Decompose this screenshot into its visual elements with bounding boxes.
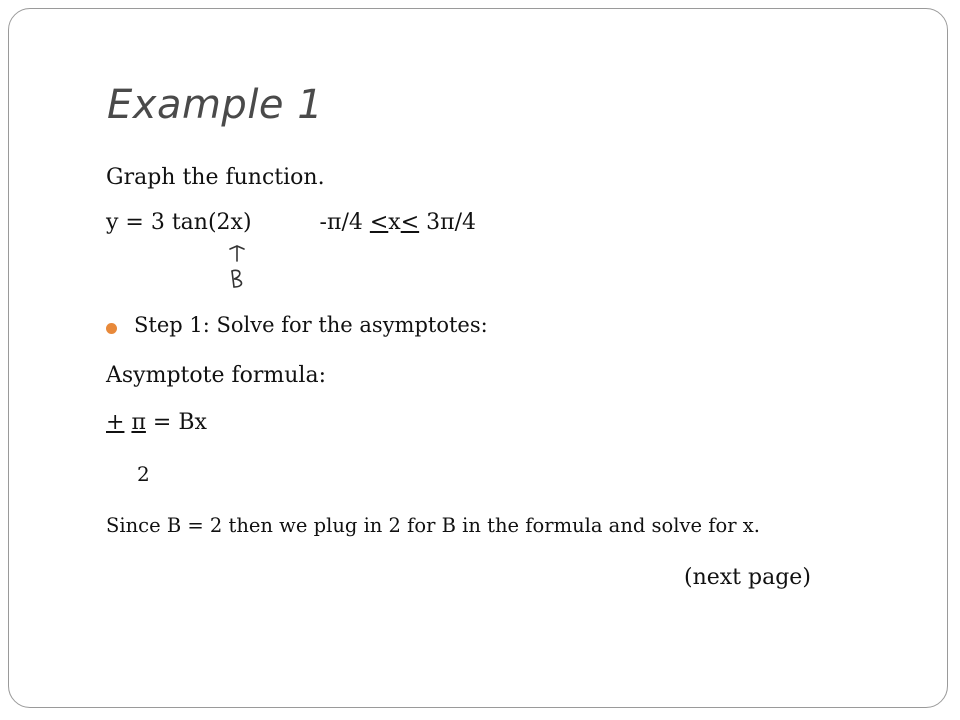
domain-var: x [388, 210, 401, 235]
pi-symbol: π [131, 410, 146, 435]
formula-rest: = Bx [145, 410, 207, 435]
domain-right: 3π/4 [419, 210, 476, 235]
domain-lt-1: < [369, 210, 389, 235]
formula-denominator: 2 [137, 462, 150, 486]
domain-left: -π/4 [319, 210, 370, 235]
slide-title: Example 1 [107, 82, 324, 128]
function-line [106, 210, 476, 235]
asymptote-formula [106, 410, 207, 435]
bullet-dot [106, 323, 117, 334]
plus-minus-sign: + [106, 410, 125, 435]
next-page-text: (next page) [684, 565, 811, 590]
instruction-text: Graph the function. [106, 165, 325, 190]
asymptote-formula-label: Asymptote formula: [106, 363, 326, 388]
explanation-text: Since B = 2 then we plug in 2 for B in the formula and solve for x. [106, 514, 760, 537]
function-expression: y = 3 tan(2x) [106, 210, 252, 235]
domain-lt-2: < [400, 210, 420, 235]
handwritten-arrow-b-annotation [225, 243, 249, 291]
step-1-bullet: Step 1: Solve for the asymptotes: [134, 313, 488, 337]
